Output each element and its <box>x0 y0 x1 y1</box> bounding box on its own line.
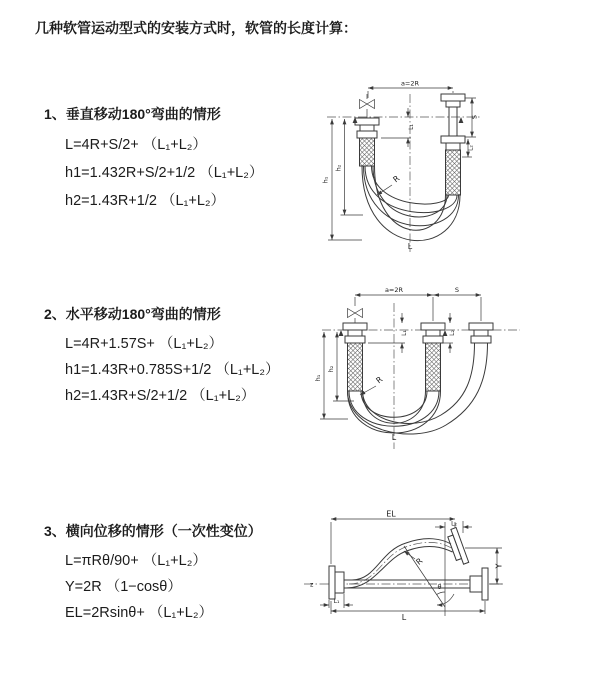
section-1-formula-h2: h2=1.43R+1/2 （L₁+L₂） <box>65 193 226 209</box>
angle-arc <box>437 592 445 595</box>
dim-label-h2: h₂ <box>327 365 335 373</box>
dim-label-a2r: a=2R <box>384 286 404 294</box>
dim-travel-s <box>465 98 479 137</box>
diagram-2-horizontal-180-bend <box>308 283 593 453</box>
dim-top <box>355 286 481 321</box>
dim-length <box>331 601 485 622</box>
dim-label-l2: L₂ <box>467 145 475 151</box>
dim-label-el: EL <box>386 509 396 519</box>
dim-label-length: L <box>401 613 407 622</box>
radius-leader <box>360 375 385 395</box>
section-2-formula-h1: h1=1.43R+0.785S+1/2 （L₁+L₂） <box>65 362 280 378</box>
hose-end-right-shifted <box>469 323 493 343</box>
dim-label-l1: L₁ <box>333 598 340 605</box>
dim-label-l1: L₁ <box>401 330 408 336</box>
dim-span-a2r <box>368 80 453 99</box>
dim-label-h1: h₁ <box>314 374 322 382</box>
dim-label-h2: h₂ <box>334 164 343 172</box>
right-flange <box>470 568 488 600</box>
section-vertical-180 <box>44 104 263 215</box>
dim-fitting-left <box>368 313 408 353</box>
dim-label-h1: h₁ <box>321 176 330 184</box>
dim-label-l2: L₂ <box>451 520 457 528</box>
braid-right <box>446 150 461 195</box>
dim-label-a2r: a=2R <box>400 79 420 88</box>
braid-left <box>360 138 375 166</box>
angle-construction <box>404 546 454 607</box>
radius-label: R <box>414 556 425 567</box>
radius-leader <box>404 551 425 567</box>
dim-h-outer <box>314 332 348 419</box>
dim-label-s: S <box>454 286 460 294</box>
section-horizontal-180 <box>44 304 279 409</box>
dim-h-outer <box>322 119 363 240</box>
page-title: 几种软管运动型式的安装方式时，软管的长度计算： <box>35 20 357 36</box>
section-1-formula-length: L=4R+S/2+ （L₁+L₂） <box>65 137 207 153</box>
diagram-3-lateral-displacement <box>300 506 600 648</box>
dim-label-l2: L₂ <box>449 330 456 336</box>
section-2-formula-h2: h2=1.43R+S/2+1/2 （L₁+L₂） <box>65 388 256 404</box>
radius-leader <box>377 174 402 195</box>
section-3-heading: 3、横向位移的情形（一次性变位） <box>44 523 262 539</box>
section-1-heading: 1、垂直移动180°弯曲的情形 <box>44 106 221 122</box>
section-2-heading: 2、水平移动180°弯曲的情形 <box>44 306 221 322</box>
length-label: L <box>391 433 397 442</box>
valve-icon <box>348 309 363 324</box>
hose-end-left <box>343 323 367 391</box>
section-2-formula-length: L=4R+1.57S+ （L₁+L₂） <box>65 336 224 352</box>
section-3-formula-length: L=πRθ/90+ （L₁+L₂） <box>65 553 207 569</box>
break-mark: z <box>310 580 314 589</box>
valve-icon <box>360 94 375 118</box>
braid-middle <box>426 343 441 391</box>
dim-label-y: Y <box>494 563 504 569</box>
section-1-formula-h1: h1=1.432R+S/2+1/2 （L₁+L₂） <box>65 165 264 181</box>
section-lateral-displacement <box>44 521 262 626</box>
radius-label: R <box>391 173 402 185</box>
dim-l1 <box>320 594 353 608</box>
dim-label-s: S <box>470 114 479 120</box>
diagram-1-vertical-180-bend <box>315 78 590 258</box>
length-label: L <box>407 242 413 251</box>
dim-el <box>331 510 455 565</box>
dim-label-l1: L₁ <box>408 124 415 130</box>
left-flange <box>329 566 344 599</box>
hose-s-curve <box>346 539 453 588</box>
section-3-formula-y: Y=2R （1−cosθ） <box>65 579 182 595</box>
theta-label: θ <box>437 583 442 591</box>
hose-end-right <box>441 94 465 195</box>
section-3-formula-el: EL=2Rsinθ+ （L₁+L₂） <box>65 605 213 621</box>
hose-end-middle <box>421 323 445 391</box>
hose-end-left <box>355 118 379 166</box>
radius-label: R <box>374 374 385 386</box>
braid-left <box>348 343 363 391</box>
